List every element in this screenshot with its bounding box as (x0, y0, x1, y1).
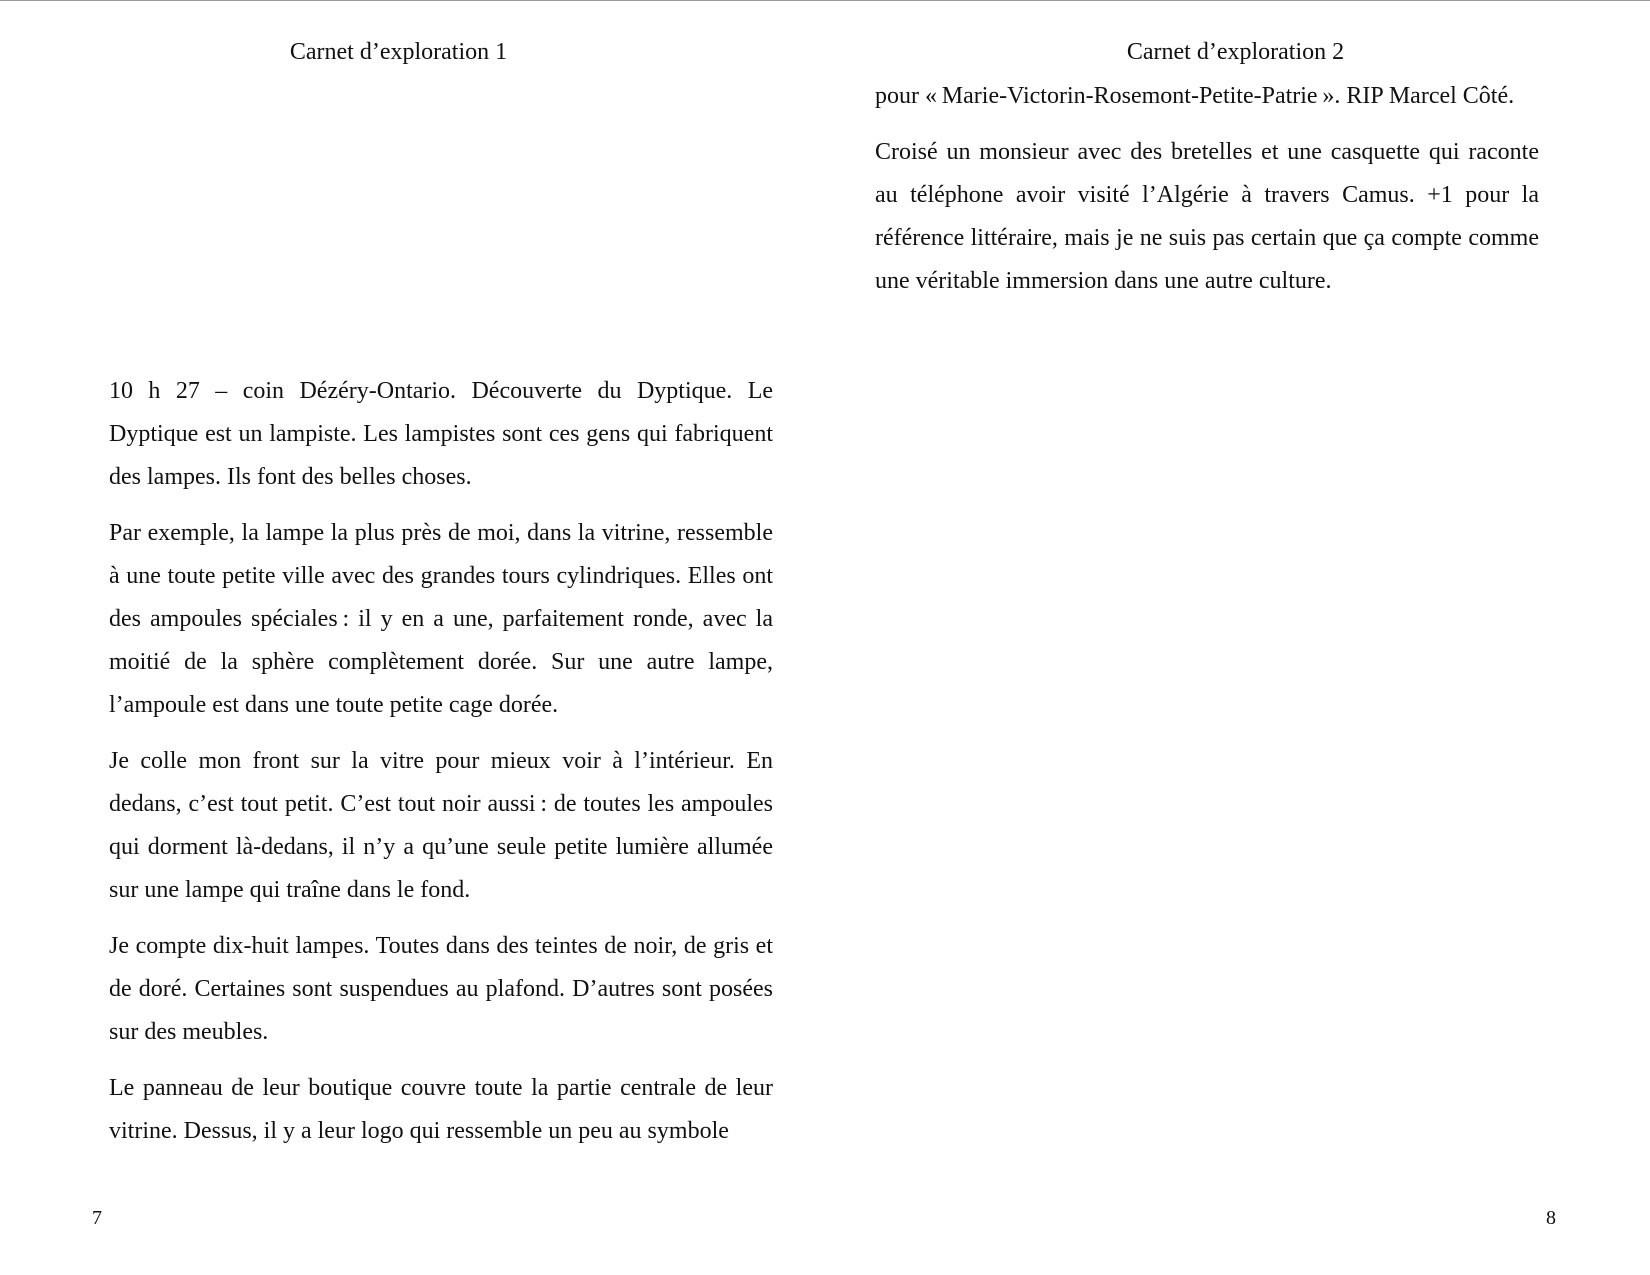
running-header-left: Carnet d’exploration 1 (289, 39, 508, 65)
paragraph: Je compte dix-huit lampes. Toutes dans des teintes de noir, de gris et de doré. Certaines sont suspendues au plafond. D’autres sont posées sur des meubles. (109, 933, 773, 1045)
page-number-right: 8 (1546, 1207, 1556, 1229)
right-page-body (875, 75, 1539, 316)
paragraph: Par exemple, la lampe la plus près de moi, dans la vitrine, ressemble à une toute petite ville avec des grandes tours cylindriques. Elles ont des ampoules spéciales : il y en a une, parfaitement ronde, avec la moitié de la sphère complètement dorée. Sur une autre lampe, l’ampoule est dans une toute petite cage dorée. (109, 520, 773, 718)
right-page (825, 0, 1650, 1275)
page-number-left: 7 (92, 1207, 102, 1229)
left-page-body (109, 370, 773, 1166)
paragraph: Croisé un monsieur avec des bretelles et une casquette qui raconte au téléphone avoir visité l’Algérie à travers Camus. +1 pour la référence littéraire, mais je ne suis pas certain que ça compte comme une véritable immersion dans une autre culture. (875, 139, 1539, 294)
running-header-right: Carnet d’exploration 2 (1126, 39, 1345, 65)
paragraph-continuation: pour « Marie-Victorin-Rosemont-Petite-Patrie ». RIP Marcel Côté. (875, 83, 1515, 109)
paragraph: Je colle mon front sur la vitre pour mieux voir à l’intérieur. En dedans, c’est tout petit. C’est tout noir aussi : de toutes les ampoules qui dorment là-dedans, il n’y a qu’une seule petite lumière allumée sur une lampe qui traîne dans le fond. (109, 748, 773, 903)
paragraph: 10 h 27 – coin Dézéry-Ontario. Découverte du Dyptique. Le Dyptique est un lampiste. Les lampistes sont ces gens qui fabriquent des lampes. Ils font des belles choses. (109, 378, 773, 490)
paragraph-continued: Le panneau de leur boutique couvre toute la partie centrale de leur vitrine. Dessus, il y a leur logo qui ressemble un peu au symbole (109, 1075, 773, 1144)
